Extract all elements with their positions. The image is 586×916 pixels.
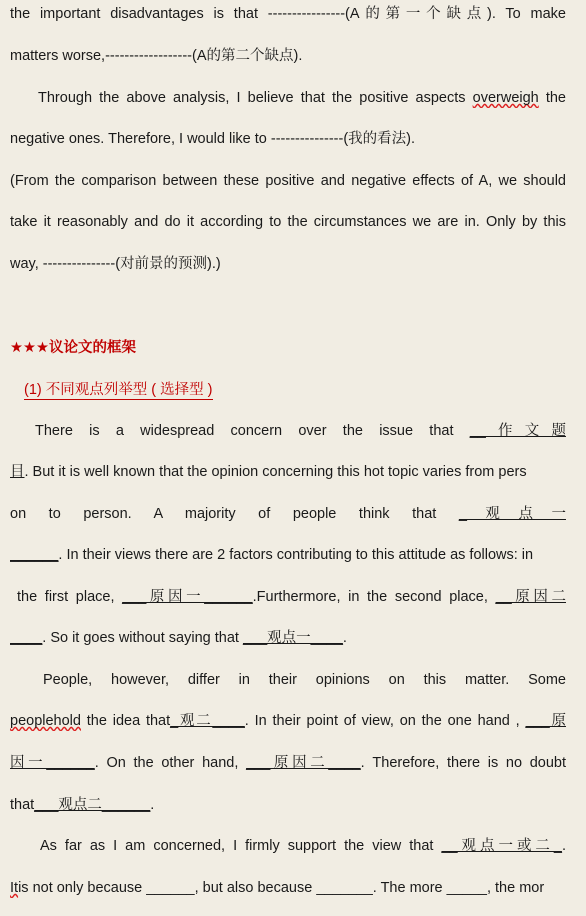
text-line-2: matters worse,------------------(A的第二个缺点). [10,48,303,64]
text-span: . [342,630,347,646]
blank-view-2: _观二____ [170,713,245,729]
text-span: . On the other hand, [94,755,247,771]
blank-view-1: ___观点一____ [242,630,343,646]
text-span: . [150,797,155,813]
text-span: .Furthermore, in the second place, [252,589,496,605]
spellcheck-word: It [10,880,19,896]
para-line-6 [10,628,566,648]
text-span: . So it goes without saying that [42,630,243,646]
text-span: is not only because ______, but also because _______. The more _____, the mor [18,880,545,896]
text-line-4: negative ones. Therefore, I would like to ---------------(我的看法). [10,131,416,147]
blank-reason-2: ___原因二____ [246,755,361,771]
spellcheck-word: overweigh [472,90,539,106]
blank-reason-1: ___原 [525,713,566,729]
text-line-3 [38,88,566,108]
subheading [24,380,566,400]
text-line-5: (From the comparison between these positive and negative effects of A, we should [10,173,566,189]
text-span: that [10,797,35,813]
subheading-text: (1) 不同观点列举型 ( 选择型 ) [24,382,213,398]
para-line-9 [10,753,566,773]
text-span: . In their views there are 2 factors contributing to this attitude as follows: in [58,547,534,563]
blank-view-1: _观点一 [458,506,566,522]
para-line-2 [10,462,566,482]
text-span: the idea that [80,713,171,729]
blank-view-1-end: ______ [10,547,59,563]
para-line-8 [10,711,566,731]
text-line-7: way, ---------------(对前景的预测).) [10,256,221,272]
para-line-4 [10,545,566,565]
text-span: on to person. A majority of people think that [10,506,459,522]
section-heading: ★★★议论文的框架 [10,340,136,356]
para-line-1 [35,421,566,441]
blank-topic: __作文题 [469,423,566,439]
blank-reason-1-end: 因一______ [10,755,95,771]
para-line-5 [17,587,566,607]
text-span: the [538,90,566,106]
text-span: the first place, [17,589,123,605]
blank-reason-2-end: ____ [10,630,43,646]
text-span: Through the above analysis, I believe that the positive aspects [38,90,473,106]
para-line-12 [10,878,566,898]
text-span: As far as I am concerned, I firmly support the view that [40,838,442,854]
blank-my-view: __观点一或二_ [441,838,562,854]
para-line-3 [10,504,566,524]
para-line-7: People, however, differ in their opinions on this matter. Some [43,672,566,688]
text-span: . In their point of view, on the one hand , [244,713,526,729]
blank-view-2: ___观点二______ [34,797,151,813]
text-line-6: take it reasonably and do it according to the circumstances we are in. Only by this [10,214,566,230]
text-span: . But it is well known that the opinion concerning this hot topic varies from pers [24,464,527,480]
text-span: There is a widespread concern over the issue that [35,423,470,439]
text-span: . Therefore, there is no doubt [360,755,566,771]
blank-topic-end: 目 [10,464,25,480]
text-span: . [561,838,566,854]
blank-reason-2: __原因二 [495,589,566,605]
text-line-1: the important disadvantages is that ----------------(A的第一个缺点). To make [10,6,566,22]
para-line-11 [40,836,566,856]
blank-reason-1: ___原因一______ [122,589,253,605]
para-line-10 [10,795,566,815]
spellcheck-word: peoplehold [10,713,81,729]
